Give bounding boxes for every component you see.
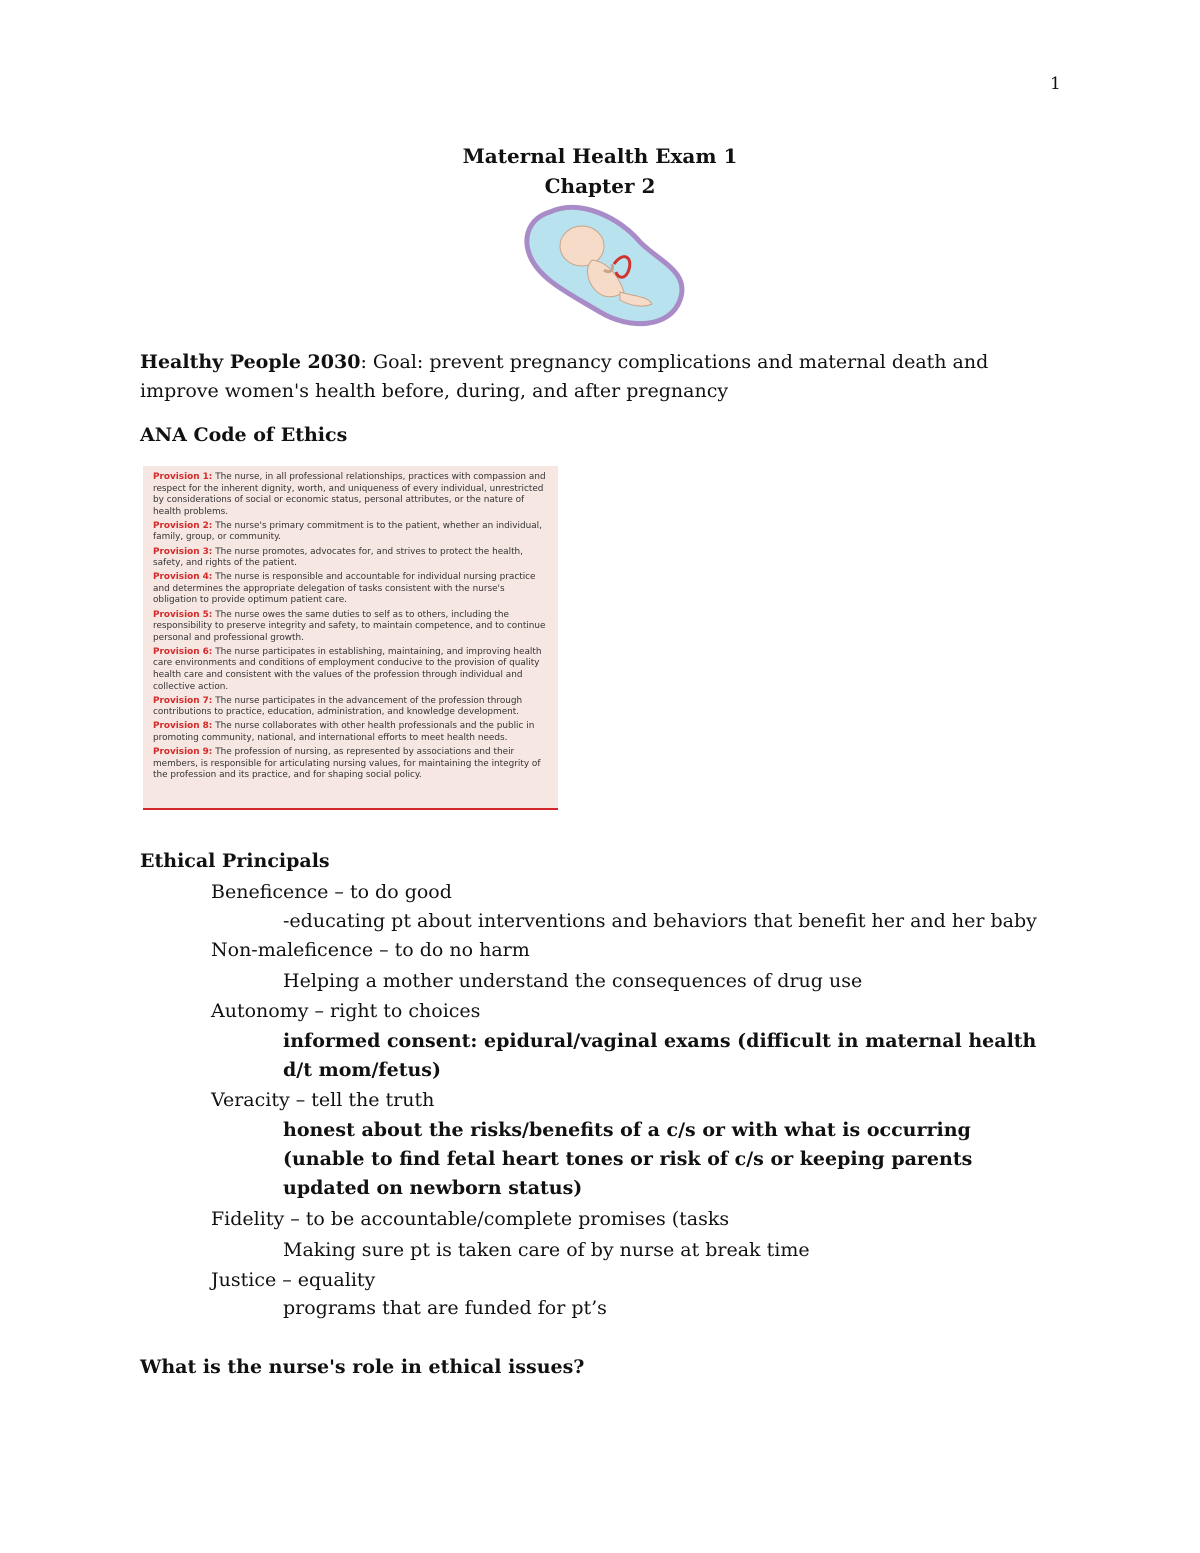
principle-autonomy-detail: informed consent: epidural/vaginal exams (difficult in maternal health d/t mom/fetus)	[283, 1030, 1037, 1081]
provision-item	[153, 610, 550, 645]
principle-autonomy: Autonomy – right to choices	[211, 1000, 481, 1022]
provision-item	[153, 747, 550, 782]
principle-veracity-detail: honest about the risks/benefits of a c/s or with what is occurring (unable to find fetal heart tones or risk of c/s or keeping parents updated on newborn status)	[283, 1119, 973, 1199]
ana-code-heading: ANA Code of Ethics	[140, 424, 348, 446]
principle-veracity: Veracity – tell the truth	[211, 1089, 435, 1111]
chapter-subtitle: Chapter 2	[544, 174, 656, 198]
provision-text: The nurse's primary commitment is to the patient, whether an individual, family, group, or community.	[153, 520, 542, 543]
healthy-people-text: : Goal: prevent pregnancy complications and maternal death and improve women's health before, during, and after pregnancy	[140, 351, 989, 402]
provision-text: The nurse participates in the advancement of the profession through contributions to practice, education, administration, and knowledge development.	[153, 695, 523, 718]
principle-non-maleficence-detail: Helping a mother understand the consequences of drug use	[283, 970, 863, 992]
ana-provisions-box	[143, 466, 558, 810]
principle-justice-detail: programs that are funded for pt’s	[283, 1297, 607, 1319]
principle-justice: Justice – equality	[211, 1269, 376, 1291]
principle-beneficence: Beneficence – to do good	[211, 881, 452, 903]
nurse-role-question: What is the nurse's role in ethical issues?	[140, 1356, 585, 1378]
healthy-people-paragraph	[140, 348, 1040, 406]
principle-fidelity-detail: Making sure pt is taken care of by nurse at break time	[283, 1239, 810, 1261]
provision-label: Provision 1:	[153, 472, 213, 482]
principle-non-maleficence: Non-maleficence – to do no harm	[211, 939, 530, 961]
provision-text: The profession of nursing, as represented by associations and their members, is responsible for articulating nursing values, for maintaining the integrity of the profession and its practice, and for shaping social policy.	[153, 747, 541, 781]
provision-item	[153, 521, 550, 544]
provision-item	[153, 647, 550, 693]
principle-beneficence-detail: -educating pt about interventions and behaviors that benefit her and her baby	[283, 910, 1037, 932]
provision-label: Provision 7:	[153, 695, 213, 706]
provision-text: The nurse is responsible and accountable for individual nursing practice and determines the appropriate delegation of tasks consistent with the nurse's obligation to provide optimum patient care.	[153, 572, 536, 606]
ethical-principals-heading: Ethical Principals	[140, 850, 330, 872]
provision-text: The nurse collaborates with other health professionals and the public in promoting community, national, and international efforts to meet health needs.	[153, 721, 535, 743]
provision-label: Provision 3:	[153, 546, 213, 557]
page-number: 1	[1050, 74, 1061, 94]
provision-item	[153, 721, 550, 744]
provision-text: The nurse owes the same duties to self as to others, including the responsibility to preserve integrity and safety, to maintain competence, and to continue personal and professional growth.	[153, 609, 546, 643]
fetus-in-womb-illustration	[520, 200, 690, 332]
provision-item	[153, 572, 550, 607]
provision-label: Provision 9:	[153, 747, 213, 758]
provision-text: The nurse promotes, advocates for, and strives to protect the health, safety, and rights of the patient.	[153, 546, 523, 569]
provision-item	[153, 472, 550, 518]
provision-label: Provision 2:	[153, 520, 213, 531]
provision-label: Provision 4:	[153, 572, 213, 583]
provision-text: The nurse, in all professional relationships, practices with compassion and respect for the inherent dignity, worth, and uniqueness of every individual, unrestricted by considerations of social or economic status, personal attributes, or the nature of health problems.	[153, 472, 546, 517]
provision-text: The nurse participates in establishing, maintaining, and improving health care environments and conditions of employment conducive to the provision of quality health care and consistent with the values of the profession through individual and collective action.	[153, 646, 542, 692]
provision-item	[153, 547, 550, 570]
principle-fidelity: Fidelity – to be accountable/complete promises (tasks	[211, 1208, 730, 1230]
provision-item	[153, 696, 550, 719]
provision-label: Provision 6:	[153, 646, 213, 657]
healthy-people-label: Healthy People 2030	[140, 351, 361, 373]
provision-label: Provision 8:	[153, 721, 213, 732]
document-title: Maternal Health Exam 1	[462, 144, 738, 168]
provision-label: Provision 5:	[153, 609, 213, 620]
